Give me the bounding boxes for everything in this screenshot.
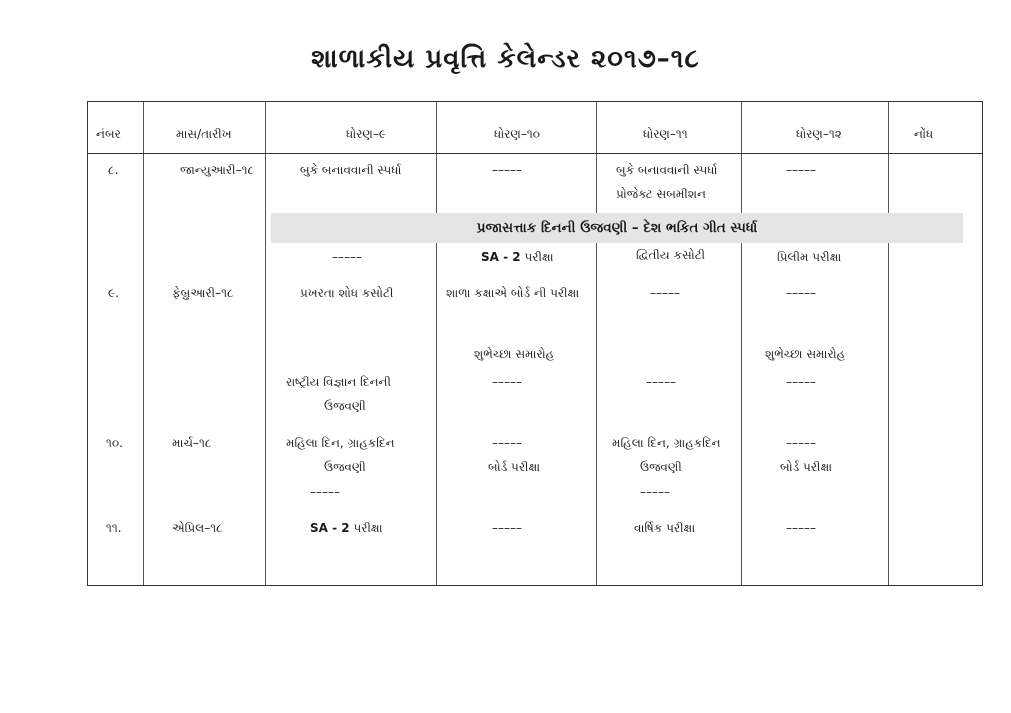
cell-std9 <box>310 520 383 536</box>
header-divider <box>88 153 982 154</box>
row-month: ફેબ્રુઆરી–૧૮ <box>172 286 234 300</box>
header-month: માસ/તારીખ <box>176 127 232 141</box>
cell-std9: ––––– <box>332 250 362 264</box>
column-divider <box>143 102 144 585</box>
cell-std9: મહિલા દિન, ગ્રાહકદિન <box>286 436 395 450</box>
cell-std11: બુકે બનાવવાની સ્પર્ધા <box>616 163 718 177</box>
header-std12: ધોરણ–૧૨ <box>796 127 842 141</box>
cell-std11: ––––– <box>646 375 676 389</box>
cell-std10: ––––– <box>492 521 522 535</box>
cell-std9: ઉજવણી <box>324 399 366 413</box>
cell-std11: ––––– <box>640 485 670 499</box>
column-divider <box>596 102 597 585</box>
cell-std10: બોર્ડ પરીક્ષા <box>488 460 541 474</box>
cell-std12: ––––– <box>786 163 816 177</box>
cell-std10: શાળા કક્ષાએ બોર્ડ ની પરીક્ષા <box>446 286 580 300</box>
row-month: માર્ચ–૧૮ <box>172 436 212 450</box>
cell-std9: પ્રખરતા શોધ કસોટી <box>300 286 394 300</box>
cell-std9: રાષ્ટ્રીય વિજ્ઞાન દિનની <box>286 375 391 389</box>
cell-std11: દ્વિતીય કસોટી <box>636 248 706 262</box>
cell-std10 <box>481 249 554 265</box>
cell-std11: ઉજવણી <box>640 460 682 474</box>
cell-std9: ઉજવણી <box>324 460 366 474</box>
column-divider <box>741 102 742 585</box>
cell-std11: વાર્ષિક પરીક્ષા <box>634 521 696 535</box>
header-note: નોંધ <box>914 127 934 141</box>
cell-std10: ––––– <box>492 375 522 389</box>
header-std10: ધોરણ–૧૦ <box>494 127 540 141</box>
cell-std11: ––––– <box>650 286 680 300</box>
cell-text: પરીક્ષા <box>353 521 383 535</box>
column-divider <box>888 102 889 585</box>
highlight-band: પ્રજાસત્તાક દિનની ઉજવણી – દેશ ભકિત ગીત સ્પર્ધા <box>271 213 963 243</box>
cell-std12: ––––– <box>786 286 816 300</box>
cell-bold: SA - 2 <box>481 250 521 264</box>
row-number: ૧૧. <box>106 521 122 535</box>
cell-std10: ––––– <box>492 163 522 177</box>
row-number: ૯. <box>108 286 119 300</box>
cell-std12: પ્રિલીમ પરીક્ષા <box>777 250 842 264</box>
cell-std11: પ્રોજેક્ટ સબમીશન <box>616 187 706 201</box>
cell-bold: SA - 2 <box>310 521 350 535</box>
cell-std12: ––––– <box>786 521 816 535</box>
header-std9: ધોરણ–૯ <box>346 127 386 141</box>
cell-std11: મહિલા દિન, ગ્રાહકદિન <box>612 436 721 450</box>
header-std11: ધોરણ–૧૧ <box>643 127 688 141</box>
cell-std10: ––––– <box>492 436 522 450</box>
cell-std9: બુકે બનાવવાની સ્પર્ધા <box>300 163 402 177</box>
header-number: નંબર <box>96 127 121 141</box>
row-month: એપ્રિલ–૧૮ <box>172 521 223 535</box>
cell-std12: શુભેચ્છા સમારોહ <box>765 347 846 361</box>
cell-text: પરીક્ષા <box>524 250 554 264</box>
calendar-table <box>87 101 983 586</box>
column-divider <box>436 102 437 585</box>
cell-std12: ––––– <box>786 436 816 450</box>
cell-std12: બોર્ડ પરીક્ષા <box>780 460 833 474</box>
cell-std9: ––––– <box>310 485 340 499</box>
cell-std12: ––––– <box>786 375 816 389</box>
row-month: જાન્યુઆરી–૧૮ <box>180 163 255 177</box>
column-divider <box>265 102 266 585</box>
page-title: શાળાકીય પ્રવૃત્તિ કેલેન્ડર ૨૦૧૭–૧૮ <box>311 44 700 74</box>
cell-std10: શુભેચ્છા સમારોહ <box>474 347 555 361</box>
row-number: ૮. <box>108 163 119 177</box>
row-number: ૧૦. <box>106 436 123 450</box>
